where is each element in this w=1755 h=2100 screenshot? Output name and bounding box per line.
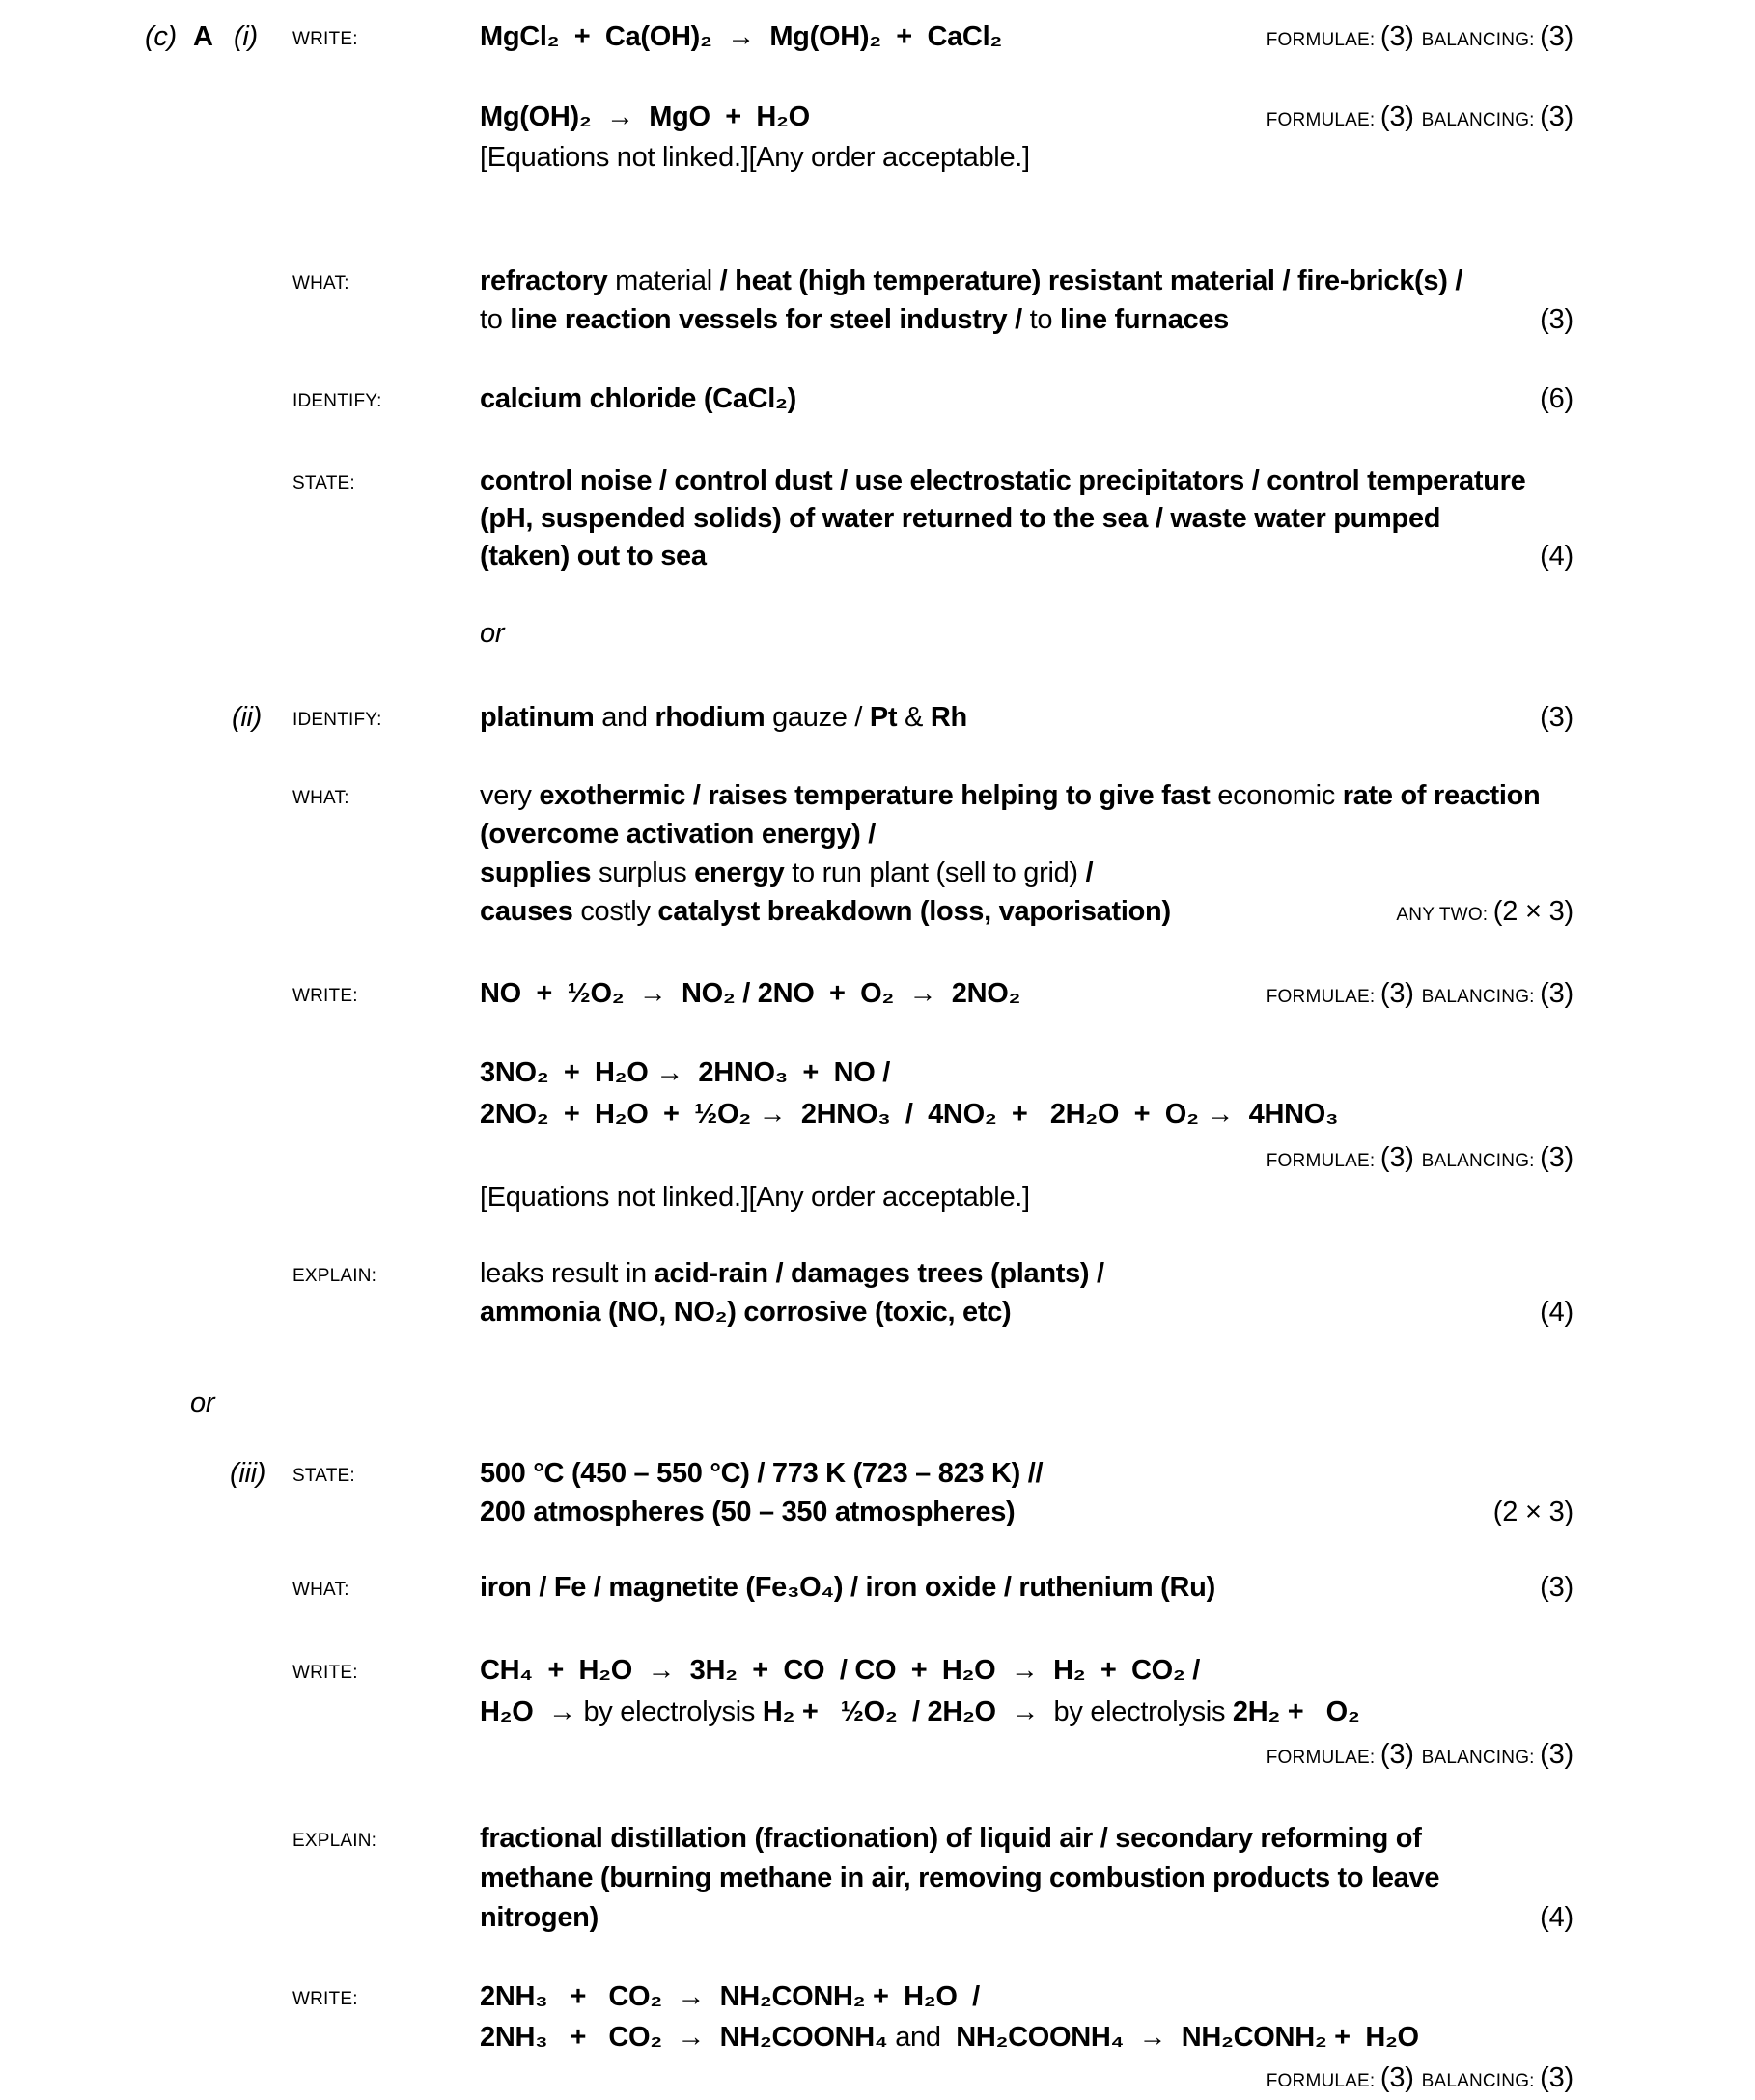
answer-text xyxy=(480,541,707,573)
text-segment: (overcome activation energy) / xyxy=(480,819,877,850)
text-segment: and xyxy=(887,2022,949,2053)
answer-text xyxy=(480,21,1002,53)
marks-segment: (3) xyxy=(1379,978,1422,1009)
answer-text xyxy=(480,142,1030,174)
text-line xyxy=(0,465,1755,508)
answer-text xyxy=(480,857,1093,889)
section-marker: (iii) xyxy=(230,1458,266,1489)
marks-segment: (3) xyxy=(1540,1572,1574,1603)
prompt-label: WHAT: xyxy=(292,273,349,294)
marks-annotation xyxy=(1540,1902,1574,1934)
answer-text xyxy=(480,618,504,650)
marks-annotation xyxy=(1267,1739,1574,1771)
prompt-label: WHAT: xyxy=(292,788,349,808)
prompt-label: STATE: xyxy=(292,473,355,493)
text-segment: Pt xyxy=(869,702,898,733)
marks-segment: BALANCING: xyxy=(1421,110,1541,130)
text-line xyxy=(0,142,1755,184)
marks-segment: FORMULAE: xyxy=(1266,1151,1380,1171)
answer-text xyxy=(480,780,1540,812)
marks-segment: (4) xyxy=(1540,1902,1574,1933)
text-line xyxy=(0,503,1755,546)
marks-segment: (3) xyxy=(1379,2062,1422,2093)
text-line xyxy=(0,1823,1755,1865)
marks-segment: ANY TWO: xyxy=(1396,905,1493,925)
text-segment: exothermic / raises temperature helping to give fast xyxy=(539,780,1211,811)
text-segment: economic xyxy=(1210,780,1343,811)
text-line xyxy=(0,266,1755,308)
marks-segment: (3) xyxy=(1379,1739,1422,1770)
text-segment: causes xyxy=(480,896,573,927)
text-segment: Mg(OH)₂ → MgO + H₂O xyxy=(480,101,810,132)
prompt-label: IDENTIFY: xyxy=(292,391,382,411)
marks-segment: (2 × 3) xyxy=(1492,1497,1574,1527)
text-segment: gauze / xyxy=(765,702,870,733)
text-segment: catalyst breakdown (loss, vaporisation) xyxy=(657,896,1171,927)
text-segment: 500 °C (450 – 550 °C) / 773 K (723 – 823 K) // xyxy=(480,1458,1044,1489)
prompt-label: WHAT: xyxy=(292,1580,349,1600)
text-line xyxy=(0,618,1755,660)
marks-segment: (3) xyxy=(1540,702,1574,733)
answer-text xyxy=(480,1981,980,2013)
marks-segment: BALANCING: xyxy=(1421,987,1541,1007)
answer-text xyxy=(480,1696,1360,1728)
text-segment: surplus xyxy=(591,857,695,888)
answer-text xyxy=(480,1458,1043,1490)
answer-text xyxy=(480,1057,890,1089)
marks-segment: FORMULAE: xyxy=(1266,987,1380,1007)
marks-segment: (3) xyxy=(1540,2062,1574,2093)
text-segment: to xyxy=(1021,304,1061,335)
text-segment: and xyxy=(594,702,655,733)
text-segment: to run plant (sell to grid) xyxy=(784,857,1086,888)
answer-text xyxy=(480,465,1525,497)
text-segment: nitrogen) xyxy=(480,1902,599,1933)
marks-annotation xyxy=(1267,2062,1574,2094)
text-segment: & xyxy=(897,702,931,733)
marks-segment: FORMULAE: xyxy=(1266,2071,1380,2091)
text-segment: platinum xyxy=(480,702,595,733)
text-segment: [Equations not linked.][Any order acceptable.] xyxy=(480,1182,1030,1213)
marks-annotation xyxy=(1267,101,1574,133)
text-segment: control noise / control dust / use electrostatic precipitators / control temperature xyxy=(480,465,1526,496)
text-segment: (taken) out to sea xyxy=(480,541,707,572)
marks-segment: BALANCING: xyxy=(1421,30,1541,50)
marks-segment: (4) xyxy=(1540,1297,1574,1328)
text-line xyxy=(0,101,1755,144)
marks-annotation xyxy=(1396,896,1574,928)
prompt-label: EXPLAIN: xyxy=(292,1831,377,1851)
text-segment: NO + ½O₂ → NO₂ / 2NO + O₂ → 2NO₂ xyxy=(480,978,1021,1009)
answer-text xyxy=(480,978,1020,1010)
section-marker: A xyxy=(193,21,213,52)
marks-segment: (3) xyxy=(1379,101,1422,132)
prompt-label: WRITE: xyxy=(292,1989,358,2009)
marks-segment: (6) xyxy=(1540,383,1574,414)
marks-annotation xyxy=(1267,21,1574,53)
answer-text xyxy=(480,503,1440,535)
text-line xyxy=(0,1981,1755,2024)
text-line xyxy=(0,2022,1755,2064)
marks-segment: (4) xyxy=(1540,541,1574,572)
text-line xyxy=(0,383,1755,426)
marks-annotation xyxy=(1267,978,1574,1010)
marks-annotation xyxy=(1267,1142,1574,1174)
text-segment: 200 atmospheres (50 – 350 atmospheres) xyxy=(480,1497,1016,1527)
text-segment: Rh xyxy=(930,702,967,733)
marks-segment: (3) xyxy=(1379,21,1422,52)
answer-text xyxy=(480,101,810,133)
text-line xyxy=(0,1057,1755,1100)
marks-annotation xyxy=(1540,383,1574,415)
prompt-label: WRITE: xyxy=(292,29,358,49)
marks-segment: FORMULAE: xyxy=(1266,30,1380,50)
text-segment: H₂ + ½O₂ / 2H₂O → xyxy=(762,1696,1046,1727)
text-line xyxy=(0,1458,1755,1500)
text-segment: material xyxy=(607,266,720,296)
text-segment: by electrolysis xyxy=(583,1696,763,1727)
text-segment: 2NO₂ + H₂O + ½O₂ → 2HNO₃ / 4NO₂ + 2H₂O + O₂ → 4HNO₃ xyxy=(480,1099,1339,1130)
text-line xyxy=(0,21,1755,64)
answer-text xyxy=(480,1099,1338,1131)
answer-text xyxy=(480,1497,1015,1528)
answer-text xyxy=(480,1297,1011,1329)
text-line xyxy=(0,2062,1755,2100)
text-segment: very xyxy=(480,780,540,811)
marks-segment: (3) xyxy=(1540,1739,1574,1770)
answer-text xyxy=(480,1902,599,1934)
answer-text xyxy=(480,2022,1419,2054)
answer-text xyxy=(480,1182,1030,1214)
text-segment: methane (burning methane in air, removing combustion products to leave xyxy=(480,1862,1440,1893)
text-segment: ammonia (NO, NO₂) corrosive (toxic, etc) xyxy=(480,1297,1012,1328)
text-line xyxy=(0,978,1755,1021)
prompt-label: IDENTIFY: xyxy=(292,710,382,730)
text-line xyxy=(0,896,1755,938)
text-line xyxy=(0,819,1755,861)
prompt-label: STATE: xyxy=(292,1466,355,1486)
text-line xyxy=(0,780,1755,823)
answer-text xyxy=(480,1862,1439,1894)
text-line xyxy=(0,1902,1755,1945)
text-segment: rate of reaction xyxy=(1342,780,1541,811)
text-segment: rhodium xyxy=(655,702,766,733)
text-segment: [Equations not linked.][Any order acceptable.] xyxy=(480,142,1030,173)
answer-text xyxy=(480,819,876,851)
text-line xyxy=(0,1497,1755,1539)
marks-segment: FORMULAE: xyxy=(1266,110,1380,130)
answer-text xyxy=(480,266,1462,297)
marks-annotation xyxy=(1540,1297,1574,1329)
text-segment: (pH, suspended solids) of water returned to the sea / waste water pumped xyxy=(480,503,1441,534)
text-segment: by electrolysis xyxy=(1045,1696,1233,1727)
text-line xyxy=(0,702,1755,744)
text-line xyxy=(0,1572,1755,1614)
text-segment: costly xyxy=(572,896,658,927)
text-segment: calcium chloride (CaCl₂) xyxy=(480,383,796,414)
marks-annotation xyxy=(1540,702,1574,734)
answer-text xyxy=(480,304,1229,336)
section-marker: or xyxy=(190,1387,215,1418)
text-line xyxy=(0,1142,1755,1185)
text-line xyxy=(0,1696,1755,1739)
marks-segment: (3) xyxy=(1540,101,1574,132)
text-line xyxy=(0,1387,1755,1430)
section-marker: (ii) xyxy=(232,702,263,733)
marks-annotation xyxy=(1540,1572,1574,1604)
text-line xyxy=(0,1655,1755,1697)
text-line xyxy=(0,541,1755,583)
text-segment: acid-rain / damages trees (plants) / xyxy=(654,1258,1104,1289)
text-segment: NH₂COONH₄ → NH₂CONH₂ + H₂O xyxy=(948,2022,1419,2053)
text-segment: CH₄ + H₂O → 3H₂ + CO / CO + H₂O → H₂ + CO₂ / xyxy=(480,1655,1201,1686)
marks-annotation xyxy=(1540,541,1574,573)
text-line xyxy=(0,1099,1755,1141)
text-segment: energy xyxy=(694,857,785,888)
marks-segment: (2 × 3) xyxy=(1492,896,1574,927)
text-line xyxy=(0,857,1755,900)
answer-text xyxy=(480,383,796,415)
text-segment: 2NH₃ + CO₂ → NH₂COONH₄ xyxy=(480,2022,888,2053)
marks-segment: BALANCING: xyxy=(1421,2071,1541,2091)
text-segment: leaks result in xyxy=(480,1258,655,1289)
text-segment: MgCl₂ + Ca(OH)₂ → Mg(OH)₂ + CaCl₂ xyxy=(480,21,1002,52)
marks-annotation xyxy=(1540,304,1574,336)
marks-segment: (3) xyxy=(1379,1142,1422,1173)
marks-annotation xyxy=(1493,1497,1574,1528)
text-segment: to xyxy=(480,304,511,335)
text-line xyxy=(0,1862,1755,1905)
answer-text xyxy=(480,1572,1215,1604)
marks-segment: (3) xyxy=(1540,304,1574,335)
text-segment: 2H₂ + O₂ xyxy=(1232,1696,1360,1727)
text-line xyxy=(0,1258,1755,1301)
section-marker: (i) xyxy=(234,21,258,52)
text-line xyxy=(0,1297,1755,1339)
text-segment: iron / Fe / magnetite (Fe₃O₄) / iron oxide / ruthenium (Ru) xyxy=(480,1572,1215,1603)
text-segment: supplies xyxy=(480,857,592,888)
text-segment: / xyxy=(1085,857,1094,888)
marks-segment: BALANCING: xyxy=(1421,1151,1541,1171)
text-line xyxy=(0,304,1755,347)
text-segment: / heat (high temperature) resistant material / fire-brick(s) / xyxy=(719,266,1463,296)
text-line xyxy=(0,1739,1755,1781)
text-segment: H₂O → xyxy=(480,1696,584,1727)
marks-segment: BALANCING: xyxy=(1421,1748,1541,1768)
section-marker: (c) xyxy=(145,21,177,52)
marks-segment: FORMULAE: xyxy=(1266,1748,1380,1768)
prompt-label: WRITE: xyxy=(292,1663,358,1683)
answer-text xyxy=(480,1655,1200,1687)
text-segment: line reaction vessels for steel industry / xyxy=(510,304,1022,335)
answer-text xyxy=(480,1258,1104,1290)
text-segment: refractory xyxy=(480,266,608,296)
answer-text xyxy=(480,896,1171,928)
text-line xyxy=(0,1182,1755,1224)
text-segment: 2NH₃ + CO₂ → NH₂CONH₂ + H₂O / xyxy=(480,1981,980,2012)
marks-segment: (3) xyxy=(1540,21,1574,52)
answer-text xyxy=(480,702,967,734)
text-segment: fractional distillation (fractionation) of liquid air / secondary reforming of xyxy=(480,1823,1422,1854)
answer-text xyxy=(480,1823,1422,1855)
text-segment: or xyxy=(480,618,505,649)
marks-segment: (3) xyxy=(1540,1142,1574,1173)
text-segment: 3NO₂ + H₂O → 2HNO₃ + NO / xyxy=(480,1057,890,1088)
text-segment: line furnaces xyxy=(1060,304,1230,335)
marks-segment: (3) xyxy=(1540,978,1574,1009)
prompt-label: WRITE: xyxy=(292,986,358,1006)
prompt-label: EXPLAIN: xyxy=(292,1266,377,1286)
